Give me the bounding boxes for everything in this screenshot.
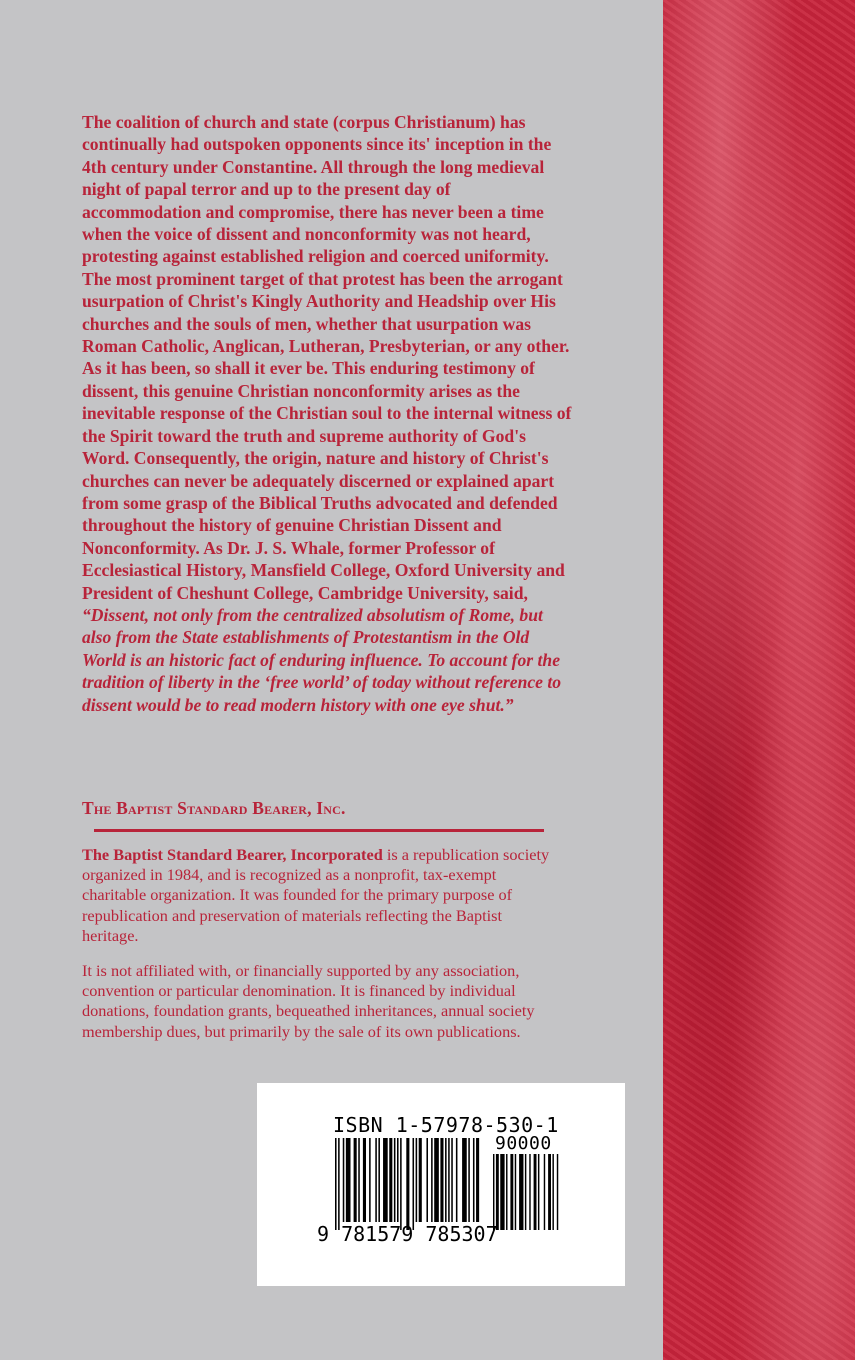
price-code: 90000: [495, 1133, 552, 1154]
org-name: The Baptist Standard Bearer, Incorporated: [82, 845, 383, 864]
publisher-signature: The Baptist Standard Bearer, Inc.: [82, 798, 346, 818]
blurb-body: The coalition of church and state (corpus Christianum) has continually had outspoken opponents since its' inception in the 4th century under Constantine. All through the long medieval night of papal terror and up to the present day of accommodation and compromise, there has never been a time when the voice of dissent and nonconformity was not heard, protesting against established religion and coerced uniformity. The most prominent target of that protest has been the arrogant usurpation of Christ's Kingly Authority and Headship over His churches and the souls of men, whether that usurpation was Roman Catholic, Anglican, Lutheran, Presbyterian, or any other. As it has been, so shall it ever be. This enduring testimony of dissent, this genuine Christian nonconformity arises as the inevitable response of the Christian soul to the internal witness of the Spirit toward the truth and supreme authority of God's Word. Consequently, the origin, nature and history of Christ's churches can never be adequately discerned or explained apart from some grasp of the Biblical Truths advocated and defended throughout the history of genuine Christian Dissent and Nonconformity. As Dr. J. S. Whale, former Professor of Ecclesiastical History, Mansfield College, Oxford University and President of Cheshunt College, Cambridge University, said,: [82, 112, 572, 603]
ean-barcode-icon: [335, 1138, 483, 1230]
about-paragraph-1: [82, 845, 562, 946]
addon-barcode-icon: [493, 1154, 567, 1230]
about-paragraph-2: It is not affiliated with, or financially supported by any association, convention or particular denomination. It is financed by individual donations, foundation grants, bequeathed inheritances, annual society membership dues, but primarily by the sale of its own publications.: [82, 961, 535, 1041]
about-p1-text: is a republication society organized in 1984, and is recognized as a nonprofit, tax-exempt charitable organization. It was founded for the primary purpose of republication and preservation of materials reflecting the Baptist heritage.: [82, 845, 550, 945]
ean-number: 9 781579 785307: [317, 1222, 498, 1246]
isbn-label: ISBN 1-57978-530-1: [333, 1113, 559, 1137]
whale-quote: “Dissent, not only from the centralized absolutism of Rome, but also from the State establishments of Protestantism in the Old World is an historic fact of enduring influence. To account for the tradition of liberty in the ‘free world’ of today without reference to dissent would be to read modern history with one eye shut.”: [82, 604, 562, 715]
barcode-panel: [257, 1083, 625, 1286]
red-marble-spine: [663, 0, 855, 1360]
divider-line: [94, 829, 544, 832]
back-cover-blurb: [82, 111, 572, 716]
